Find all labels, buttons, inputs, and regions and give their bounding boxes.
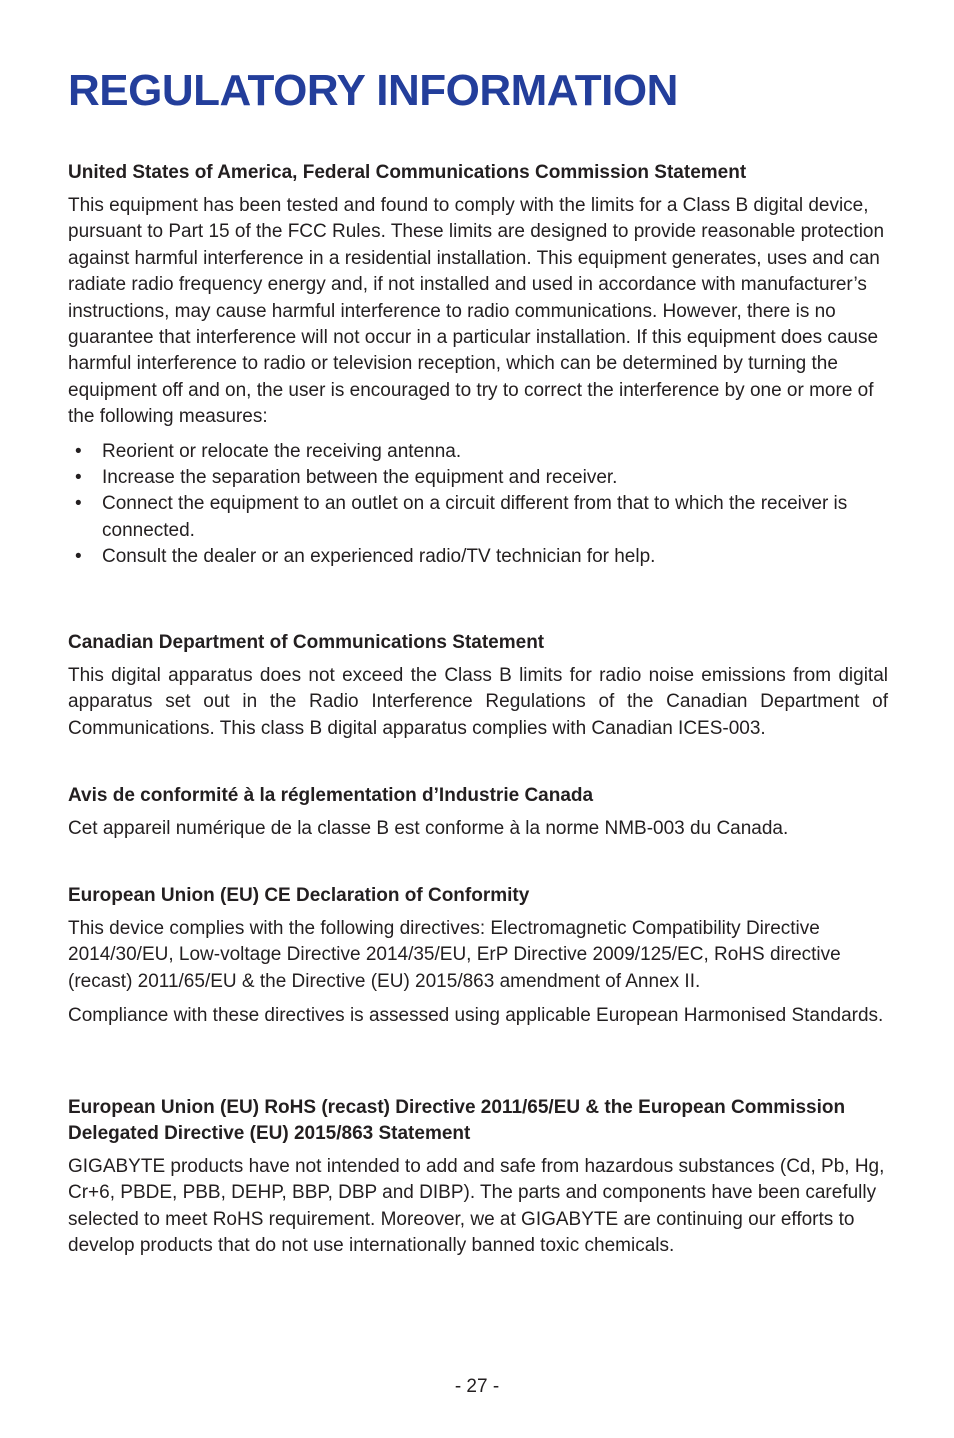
section-paragraph: This device complies with the following directives: Electromagnetic Compatibility Directive 2014/30/EU, Low-voltage Directive 2014/35/EU, ErP Directive 2009/125/EC, RoHS directive (recast) 2011/65/EU & the Directive (EU) 2015/863 amendment of Annex II. [68, 918, 841, 992]
section-eu-rohs-statement [68, 1095, 888, 1260]
bullet-icon: • [75, 546, 82, 568]
section-heading: United States of America, Federal Communications Commission Statement [68, 162, 747, 183]
bullet-list [68, 439, 888, 571]
section-heading: Canadian Department of Communications Statement [68, 632, 545, 653]
section-heading: European Union (EU) RoHS (recast) Directive 2011/65/EU & the European Commission Delegated Directive (EU) 2015/863 Statement [68, 1097, 846, 1144]
bullet-icon: • [75, 440, 82, 462]
list-item-text: Increase the separation between the equipment and receiver. [102, 467, 618, 489]
list-item-text: Consult the dealer or an experienced radio/TV technician for help. [102, 546, 656, 568]
list-item [68, 465, 888, 491]
list-item [68, 544, 888, 570]
section-industrie-canada [68, 783, 888, 842]
section-canadian-statement [68, 630, 888, 742]
page-title: REGULATORY INFORMATION [68, 66, 678, 115]
page-number: - 27 - [454, 1376, 500, 1397]
section-heading: Avis de conformité à la réglementation d’Industrie Canada [68, 785, 594, 806]
section-paragraph: GIGABYTE products have not intended to add and safe from hazardous substances (Cd, Pb, Hg, Cr+6, PBDE, PBB, DEHP, BBP, DBP and DIBP). The parts and components have been carefully selected to meet RoHS requirement. Moreover, we at GIGABYTE are continuing our efforts to develop products that do not use internationally banned toxic chemicals. [68, 1156, 885, 1257]
bullet-icon: • [75, 467, 82, 489]
section-heading: European Union (EU) CE Declaration of Conformity [68, 885, 530, 906]
list-item [68, 491, 888, 544]
list-item-text: Reorient or relocate the receiving antenna. [102, 440, 462, 462]
section-paragraph: Cet appareil numérique de la classe B est conforme à la norme NMB-003 du Canada. [68, 818, 789, 839]
bullet-icon: • [75, 493, 82, 515]
section-fcc-statement [68, 160, 888, 571]
list-item [68, 439, 888, 465]
section-paragraph: Compliance with these directives is assessed using applicable European Harmonised Standards. [68, 1005, 884, 1027]
section-paragraph: This equipment has been tested and found to comply with the limits for a Class B digital device, pursuant to Part 15 of the FCC Rules. These limits are designed to provide reasonable protection against harmful interference in a residential installation. This equipment generates, uses and can radiate radio frequency energy and, if not installed and used in accordance with manufacturer’s instructions, may cause harmful interference to radio communications. However, there is no guarantee that interference will not occur in a particular installation. If this equipment does cause harmful interference to radio or television reception, which can be determined by turning the equipment off and on, the user is encouraged to try to correct the interference by one or more of the following measures: [68, 195, 885, 428]
section-eu-ce-declaration [68, 883, 888, 1030]
section-paragraph: This digital apparatus does not exceed the Class B limits for radio noise emissions from digital apparatus set out in the Radio Interference Regulations of the Canadian Department of Communications. This class B digital apparatus complies with Canadian ICES-003. [68, 665, 888, 739]
list-item-text: Connect the equipment to an outlet on a circuit different from that to which the receiver is connected. [102, 493, 848, 541]
